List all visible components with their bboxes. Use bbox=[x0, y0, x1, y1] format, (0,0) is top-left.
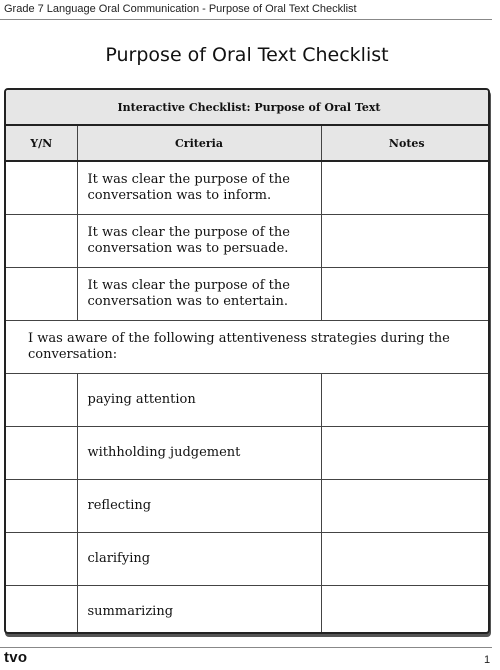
table-row bbox=[6, 479, 490, 532]
yn-cell[interactable] bbox=[6, 532, 77, 585]
table-row bbox=[6, 585, 490, 634]
column-header-criteria: Criteria bbox=[77, 125, 321, 161]
table-caption-row bbox=[6, 90, 490, 125]
notes-cell[interactable] bbox=[321, 214, 490, 267]
yn-cell[interactable] bbox=[6, 214, 77, 267]
page-title: Purpose of Oral Text Checklist bbox=[105, 44, 389, 66]
footer-divider bbox=[0, 647, 492, 648]
criteria-cell: reflecting bbox=[77, 479, 321, 532]
notes-cell[interactable] bbox=[321, 267, 490, 320]
table-row bbox=[6, 214, 490, 267]
column-header-yn: Y/N bbox=[6, 125, 77, 161]
table-row bbox=[6, 373, 490, 426]
column-header-notes: Notes bbox=[321, 125, 490, 161]
criteria-cell: It was clear the purpose of the conversation was to persuade. bbox=[77, 214, 321, 267]
yn-cell[interactable] bbox=[6, 479, 77, 532]
checklist-table-container bbox=[4, 88, 490, 634]
table-row bbox=[6, 532, 490, 585]
table-row bbox=[6, 426, 490, 479]
header-divider bbox=[0, 19, 492, 20]
criteria-cell: withholding judgement bbox=[77, 426, 321, 479]
criteria-cell: It was clear the purpose of the conversation was to entertain. bbox=[77, 267, 321, 320]
criteria-cell: summarizing bbox=[77, 585, 321, 634]
table-caption: Interactive Checklist: Purpose of Oral Text bbox=[6, 90, 490, 125]
yn-cell[interactable] bbox=[6, 161, 77, 214]
notes-cell[interactable] bbox=[321, 426, 490, 479]
criteria-cell: paying attention bbox=[77, 373, 321, 426]
criteria-cell: clarifying bbox=[77, 532, 321, 585]
notes-cell[interactable] bbox=[321, 532, 490, 585]
section-row bbox=[6, 320, 490, 373]
document-header: Grade 7 Language Oral Communication - Purpose of Oral Text Checklist bbox=[4, 3, 357, 15]
yn-cell[interactable] bbox=[6, 426, 77, 479]
tvo-logo: tvo bbox=[4, 649, 28, 666]
notes-cell[interactable] bbox=[321, 161, 490, 214]
table-row bbox=[6, 161, 490, 214]
section-label: I was aware of the following attentiveness strategies during the conversation: bbox=[6, 320, 490, 373]
checklist-table bbox=[6, 90, 490, 634]
yn-cell[interactable] bbox=[6, 373, 77, 426]
page-number: 1 bbox=[484, 654, 491, 666]
notes-cell[interactable] bbox=[321, 585, 490, 634]
table-header-row bbox=[6, 125, 490, 161]
table-row bbox=[6, 267, 490, 320]
notes-cell[interactable] bbox=[321, 373, 490, 426]
yn-cell[interactable] bbox=[6, 585, 77, 634]
criteria-cell: It was clear the purpose of the conversation was to inform. bbox=[77, 161, 321, 214]
yn-cell[interactable] bbox=[6, 267, 77, 320]
notes-cell[interactable] bbox=[321, 479, 490, 532]
